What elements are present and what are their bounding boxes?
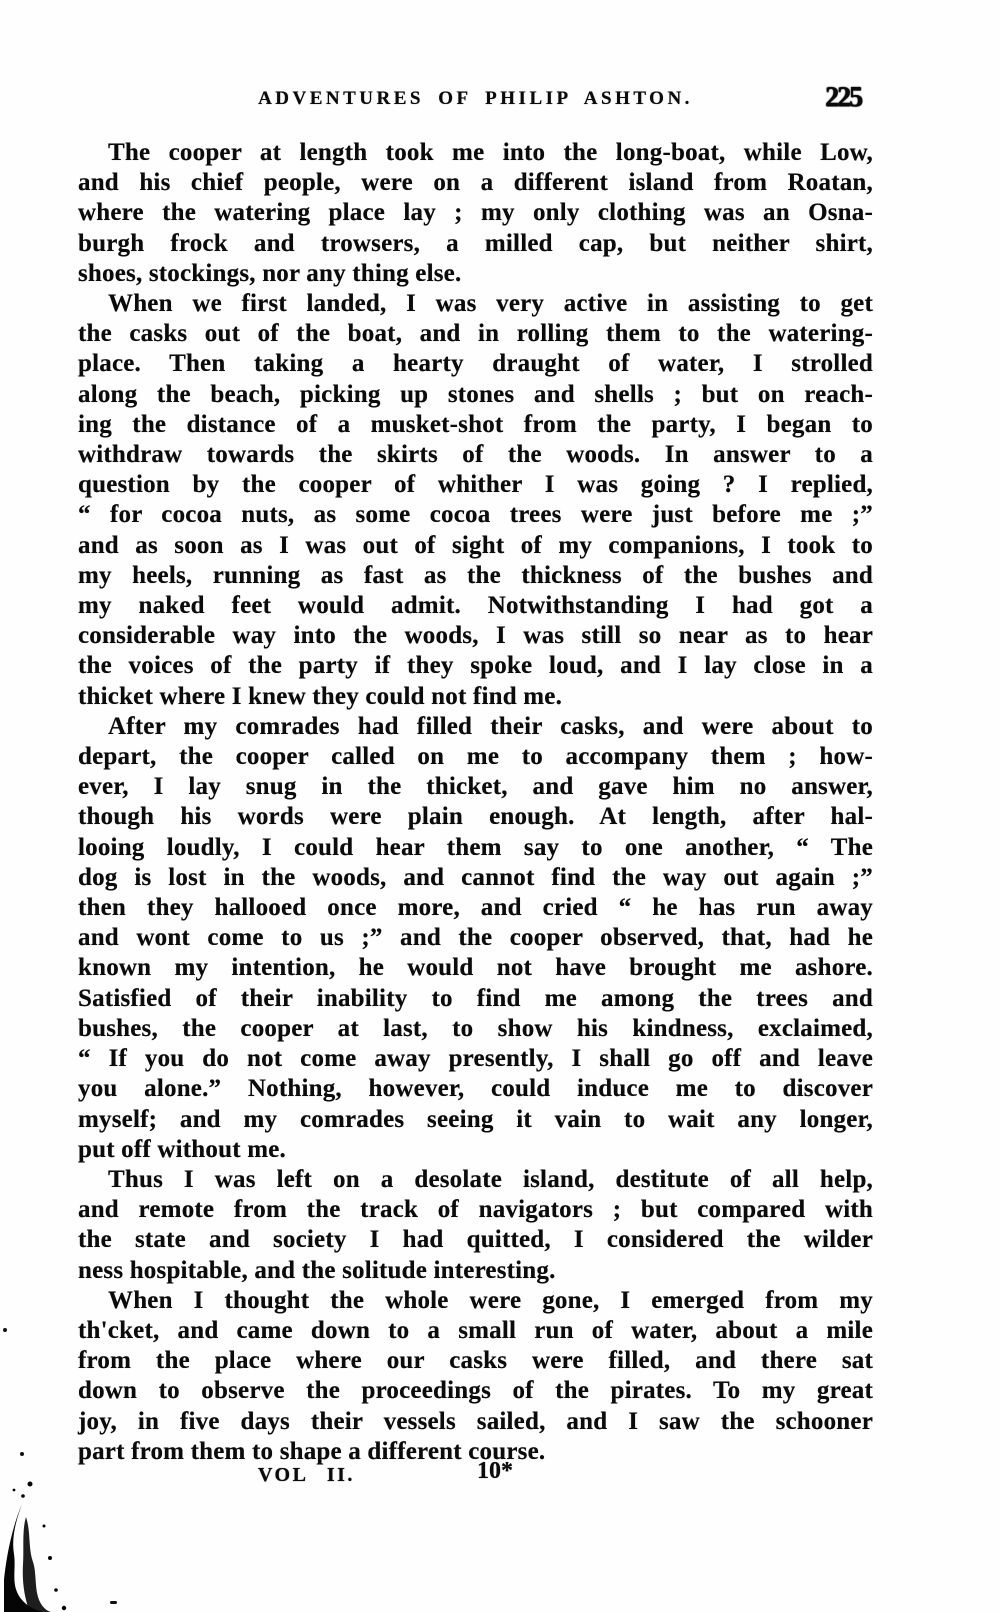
text-line: and remote from the track of navigators ; but compared with xyxy=(78,1196,873,1224)
text-line: and as soon as I was out of sight of my companions, I took to xyxy=(78,531,873,559)
text-line: and his chief people, were on a different island from Roatan, xyxy=(78,169,873,197)
text-line: “ for cocoa nuts, as some cocoa trees were just before me ;” xyxy=(78,501,873,529)
signature-mark: 10* xyxy=(477,1458,513,1484)
ink-speck xyxy=(3,1328,7,1332)
page-number: 225 xyxy=(825,82,861,113)
text-line: part from them to shape a different course. xyxy=(78,1437,546,1465)
text-line: looing loudly, I could hear them say to one another, “ The xyxy=(78,833,873,861)
text-line: burgh frock and trowsers, a milled cap, but neither shirt, xyxy=(78,229,873,257)
text-line: ever, I lay snug in the thicket, and gave him no answer, xyxy=(78,773,873,801)
ink-speck xyxy=(110,1601,117,1604)
text-line: th'cket, and came down to a small run of water, about a mile xyxy=(78,1316,873,1344)
text-line: the voices of the party if they spoke loud, and I lay close in a xyxy=(78,652,873,680)
text-block xyxy=(78,138,873,1467)
text-line: When I thought the whole were gone, I emerged from my xyxy=(108,1286,873,1314)
ink-speck xyxy=(20,1452,24,1456)
text-line: you alone.” Nothing, however, could induce me to discover xyxy=(78,1075,873,1103)
text-line: my naked feet would admit. Notwithstanding I had got a xyxy=(78,592,873,620)
text-line: withdraw towards the skirts of the woods. In answer to a xyxy=(78,441,873,469)
text-line: though his words were plain enough. At length, after hal- xyxy=(78,803,873,831)
text-line: The cooper at length took me into the long-boat, while Low, xyxy=(108,139,873,166)
text-line: down to observe the proceedings of the pirates. To my great xyxy=(78,1377,873,1405)
text-line: the casks out of the boat, and in rolling them to the watering- xyxy=(78,320,873,348)
text-line: “ If you do not come away presently, I shall go off and leave xyxy=(78,1045,873,1073)
text-line: considerable way into the woods, I was still so near as to hear xyxy=(78,622,873,650)
text-line: When we first landed, I was very active in assisting to get xyxy=(108,290,873,318)
ink-smudge xyxy=(0,1462,120,1612)
text-line: along the beach, picking up stones and shells ; but on reach- xyxy=(78,380,873,408)
text-line: ness hospitable, and the solitude interesting. xyxy=(78,1256,556,1284)
text-line: myself; and my comrades seeing it vain to wait any longer, xyxy=(78,1105,873,1133)
text-line: dog is lost in the woods, and cannot find the way out again ;” xyxy=(78,863,873,891)
volume-mark: VOL II. xyxy=(258,1464,355,1486)
text-line: Thus I was left on a desolate island, destitute of all help, xyxy=(108,1165,873,1193)
running-title: ADVENTURES OF PHILIP ASHTON. xyxy=(258,88,693,109)
text-line: where the watering place lay ; my only clothing was an Osna- xyxy=(78,199,873,227)
text-line: the state and society I had quitted, I considered the wilder xyxy=(78,1226,873,1254)
text-line: After my comrades had filled their casks, and were about to xyxy=(108,712,873,740)
text-line: joy, in five days their vessels sailed, and I saw the schooner xyxy=(78,1407,873,1435)
text-line: put off without me. xyxy=(78,1135,286,1163)
text-line: place. Then taking a hearty draught of water, I strolled xyxy=(78,350,873,378)
text-line: from the place where our casks were filled, and there sat xyxy=(78,1347,873,1375)
text-line: thicket where I knew they could not find me. xyxy=(78,682,563,710)
text-line: bushes, the cooper at last, to show his kindness, exclaimed, xyxy=(78,1014,873,1042)
page-header xyxy=(78,82,873,122)
text-line: my heels, running as fast as the thickness of the bushes and xyxy=(78,561,873,589)
text-line: Satisfied of their inability to find me among the trees and xyxy=(78,984,873,1012)
text-line: shoes, stockings, nor any thing else. xyxy=(78,259,462,287)
text-line: and wont come to us ;” and the cooper observed, that, had he xyxy=(78,924,873,952)
text-line: known my intention, he would not have brought me ashore. xyxy=(78,954,873,982)
text-line: question by the cooper of whither I was going ? I replied, xyxy=(78,471,873,499)
text-line: depart, the cooper called on me to accompany them ; how- xyxy=(78,743,873,771)
text-line: then they hallooed once more, and cried “ he has run away xyxy=(78,894,873,922)
text-line: ing the distance of a musket-shot from the party, I began to xyxy=(78,410,873,438)
